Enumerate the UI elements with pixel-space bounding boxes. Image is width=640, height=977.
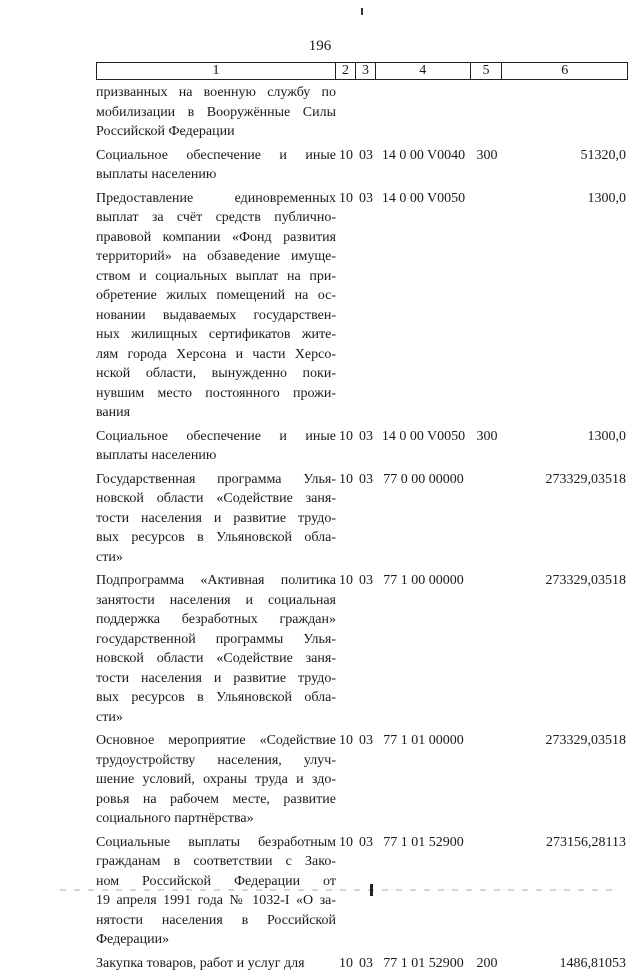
amount: 273329,03518 [545, 573, 626, 588]
amount: 273156,28113 [546, 834, 626, 850]
table-row [96, 571, 628, 727]
description-line: нской области, вынужденно поки- [96, 366, 336, 381]
amount: 1300,0 [587, 428, 626, 444]
row-description [96, 427, 336, 466]
table-row [96, 427, 628, 466]
row-description [96, 146, 336, 185]
section-code: 10 [339, 573, 353, 588]
scan-artifact [60, 889, 620, 891]
subsection-code [356, 83, 376, 142]
description-line: Подпрограмма «Активная политика [96, 573, 336, 588]
target-article-code: 77 1 00 00000 [383, 573, 464, 588]
amount: 273329,03518 [545, 471, 626, 487]
description-line: социального партнёрства» [96, 811, 254, 826]
expense-type-code [471, 731, 503, 829]
description-line: вых ресурсов в Ульяновской обла- [96, 530, 336, 545]
subsection-code: 03 [359, 955, 373, 971]
description-line: нятости населения в Российской [96, 912, 336, 928]
description-line: поддержка безработных граждан» [96, 612, 336, 627]
scan-mark-bottom [370, 884, 373, 896]
description-line: сти» [96, 709, 123, 725]
table-row [96, 954, 628, 974]
table-row [96, 83, 628, 142]
target-article-code: 77 1 01 00000 [383, 733, 464, 748]
header-col-5: 5 [471, 63, 503, 79]
scan-mark [361, 8, 363, 15]
row-description [96, 833, 336, 950]
description-line: трудоустройству населения, улуч- [96, 752, 336, 768]
description-line: шение условий, охраны труда и здо- [96, 772, 336, 787]
row-description [96, 470, 336, 568]
expense-type-code [471, 833, 503, 950]
target-article-code: 14 0 00 V0050 [381, 190, 466, 206]
description-line: выплаты населению [96, 448, 217, 463]
expense-type-code: 200 [476, 955, 498, 971]
description-line: обретение жилых помещений на ос- [96, 288, 336, 303]
amount: 51320,0 [580, 147, 626, 163]
section-code [336, 83, 356, 142]
expense-type-code: 300 [476, 428, 498, 444]
description-line: занятости населения и социальная [96, 592, 336, 608]
expense-type-code [471, 83, 503, 142]
expense-type-code: 300 [476, 147, 498, 163]
subsection-code: 03 [359, 573, 373, 588]
description-line: правовой компании «Фонд развития [96, 229, 336, 245]
expense-type-code [471, 189, 503, 423]
description-line: гражданам в соответствии с Зако- [96, 854, 336, 869]
amount: 1486,81053 [559, 955, 626, 971]
section-code: 10 [339, 834, 353, 850]
header-col-6: 6 [561, 63, 569, 78]
description-line: новской области «Содействие заня- [96, 491, 336, 506]
description-line: Основное мероприятие «Содействие [96, 733, 336, 748]
subsection-code: 03 [359, 834, 373, 850]
description-line: нувшим место постоянного прожи- [96, 385, 336, 401]
description-line: тости населения и развитие трудо- [96, 670, 336, 686]
description-line: Социальные выплаты безработным [96, 834, 336, 850]
target-article-code [376, 83, 471, 142]
description-line: Государственная программа Улья- [96, 471, 336, 487]
expense-type-code [471, 571, 503, 727]
row-description [96, 571, 336, 727]
section-code: 10 [339, 428, 353, 444]
header-col-4: 4 [376, 63, 471, 79]
description-line: ством и социальных выплат на при- [96, 268, 336, 284]
amount: 1300,0 [587, 190, 626, 206]
page-number: 196 [308, 38, 332, 54]
amount [503, 83, 628, 142]
description-line: вания [96, 405, 131, 420]
description-line: новской области «Содействие заня- [96, 651, 336, 666]
target-article-code: 77 0 00 00000 [383, 471, 464, 487]
section-code: 10 [339, 733, 353, 748]
table-row [96, 146, 628, 185]
description-line: новании выдаваемых государствен- [96, 307, 336, 323]
subsection-code: 03 [359, 471, 373, 487]
target-article-code: 14 0 00 V0040 [381, 147, 466, 163]
description-line: выплат за счёт средств публично- [96, 210, 336, 225]
target-article-code: 77 1 01 52900 [383, 834, 464, 850]
description-line: 19 апреля 1991 года № 1032-I «О за- [96, 893, 336, 908]
section-code: 10 [339, 147, 353, 163]
section-code: 10 [339, 471, 353, 487]
table-row [96, 470, 628, 568]
table-body [96, 83, 628, 977]
description-line: Российской Федерации [96, 124, 235, 139]
target-article-code: 77 1 01 52900 [383, 955, 464, 971]
description-line: выплаты населению [96, 167, 217, 182]
description-line: Предоставление единовременных [96, 190, 336, 206]
section-code: 10 [339, 955, 353, 971]
header-col-2: 2 [336, 63, 356, 79]
subsection-code: 03 [359, 428, 373, 444]
amount: 273329,03518 [545, 733, 626, 748]
table-row [96, 189, 628, 423]
expense-type-code [471, 470, 503, 568]
description-line: мобилизации в Вооружённые Силы [96, 104, 336, 120]
description-line: ном Российской Федерации от [96, 873, 336, 889]
description-line: ных жилищных сертификатов жите- [96, 327, 336, 342]
table-row [96, 833, 628, 950]
description-line: государственной программы Улья- [96, 631, 336, 647]
description-line: территорий» на обзаведение имуще- [96, 249, 336, 264]
description-line: Федерации» [96, 932, 170, 947]
row-description [96, 189, 336, 423]
subsection-code: 03 [359, 733, 373, 748]
description-line: вых ресурсов в Ульяновской обла- [96, 690, 336, 705]
header-col-3: 3 [356, 63, 376, 79]
subsection-code: 03 [359, 190, 373, 206]
row-description [96, 731, 336, 829]
section-code: 10 [339, 190, 353, 206]
description-line: ровья на рабочем месте, развитие [96, 791, 336, 807]
row-description [96, 83, 336, 142]
description-line: Социальное обеспечение и иные [96, 428, 336, 444]
description-line: Закупка товаров, работ и услуг для [96, 955, 305, 971]
description-line: Социальное обеспечение и иные [96, 147, 336, 163]
target-article-code: 14 0 00 V0050 [381, 428, 466, 444]
header-col-1: 1 [97, 63, 336, 79]
table-row [96, 731, 628, 829]
row-description [96, 954, 336, 974]
description-line: тости населения и развитие трудо- [96, 510, 336, 526]
description-line: сти» [96, 549, 123, 565]
table-header [96, 62, 628, 80]
description-line: призванных на военную службу по [96, 85, 336, 100]
description-line: лям города Херсона и части Херсо- [96, 346, 336, 362]
subsection-code: 03 [359, 147, 373, 163]
